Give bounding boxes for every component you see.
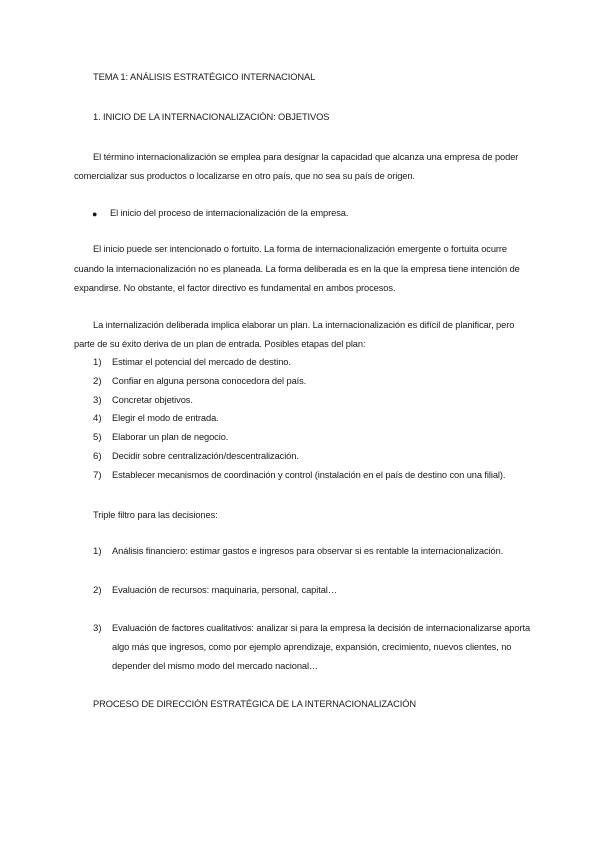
list-number: 3)	[93, 623, 102, 634]
bullet-icon: ●	[92, 209, 98, 219]
list-item: Establecer mecanismos de coordinación y control (instalación en el país de destino con una filial).	[112, 470, 506, 481]
list-number: 3)	[93, 395, 102, 406]
list-item: Elaborar un plan de negocio.	[112, 432, 229, 443]
list-number: 1)	[93, 546, 102, 557]
list-item: Confiar en alguna persona conocedora del país.	[112, 376, 307, 387]
list-number: 2)	[93, 376, 102, 387]
section-heading: PROCESO DE DIRECCIÓN ESTRATÉGICA DE LA INTERNACIONALIZACIÓN	[93, 699, 416, 710]
list-number: 4)	[93, 413, 102, 424]
paragraph-line: Triple filtro para las decisiones:	[93, 510, 218, 521]
list-item: Evaluación de factores cualitativos: analizar si para la empresa la decisión de internacionalizarse aporta	[112, 623, 531, 634]
list-item-continuation: algo más que ingresos, como por ejemplo aprendizaje, expansión, crecimiento, nuevos clientes, no	[112, 642, 512, 653]
paragraph-line: cuando la internacionalización no es planeada. La forma deliberada es en la que la empresa tiene intención de	[74, 264, 520, 275]
list-number: 7)	[93, 470, 102, 481]
list-item-continuation: depender del mismo modo del mercado nacional…	[112, 661, 319, 672]
list-item: Evaluación de recursos: maquinaria, personal, capital…	[112, 585, 337, 596]
list-number: 1)	[93, 357, 102, 368]
paragraph-line: El término internacionalización se emplea para designar la capacidad que alcanza una empresa de poder	[93, 152, 519, 163]
list-number: 2)	[93, 585, 102, 596]
list-number: 5)	[93, 432, 102, 443]
list-item: Elegir el modo de entrada.	[112, 413, 219, 424]
section-heading: 1. INICIO DE LA INTERNACIONALIZACIÓN: OBJETIVOS	[93, 112, 330, 123]
list-item: Estimar el potencial del mercado de destino.	[112, 357, 291, 368]
document-title: TEMA 1: ANÁLISIS ESTRATÉGICO INTERNACIONAL	[93, 72, 316, 83]
paragraph-line: expandirse. No obstante, el factor directivo es fundamental en ambos procesos.	[74, 283, 396, 294]
list-item: Concretar objetivos.	[112, 395, 193, 406]
list-number: 6)	[93, 451, 102, 462]
paragraph-line: El inicio puede ser intencionado o fortuito. La forma de internacionalización emergente o fortuita ocurre	[93, 244, 508, 255]
paragraph-line: parte de su éxito deriva de un plan de entrada. Posibles etapas del plan:	[74, 339, 366, 350]
list-item: Análisis financiero: estimar gastos e ingresos para observar si es rentable la internacionalización.	[112, 546, 504, 557]
paragraph-line: La internalización deliberada implica elaborar un plan. La internacionalización es difícil de planificar, pero	[93, 320, 515, 331]
list-item: Decidir sobre centralización/descentralización.	[112, 451, 299, 462]
paragraph-line: comercializar sus productos o localizarse en otro país, que no sea su país de origen.	[74, 171, 415, 182]
bullet-item: El inicio del proceso de internacionalización de la empresa.	[110, 208, 349, 219]
